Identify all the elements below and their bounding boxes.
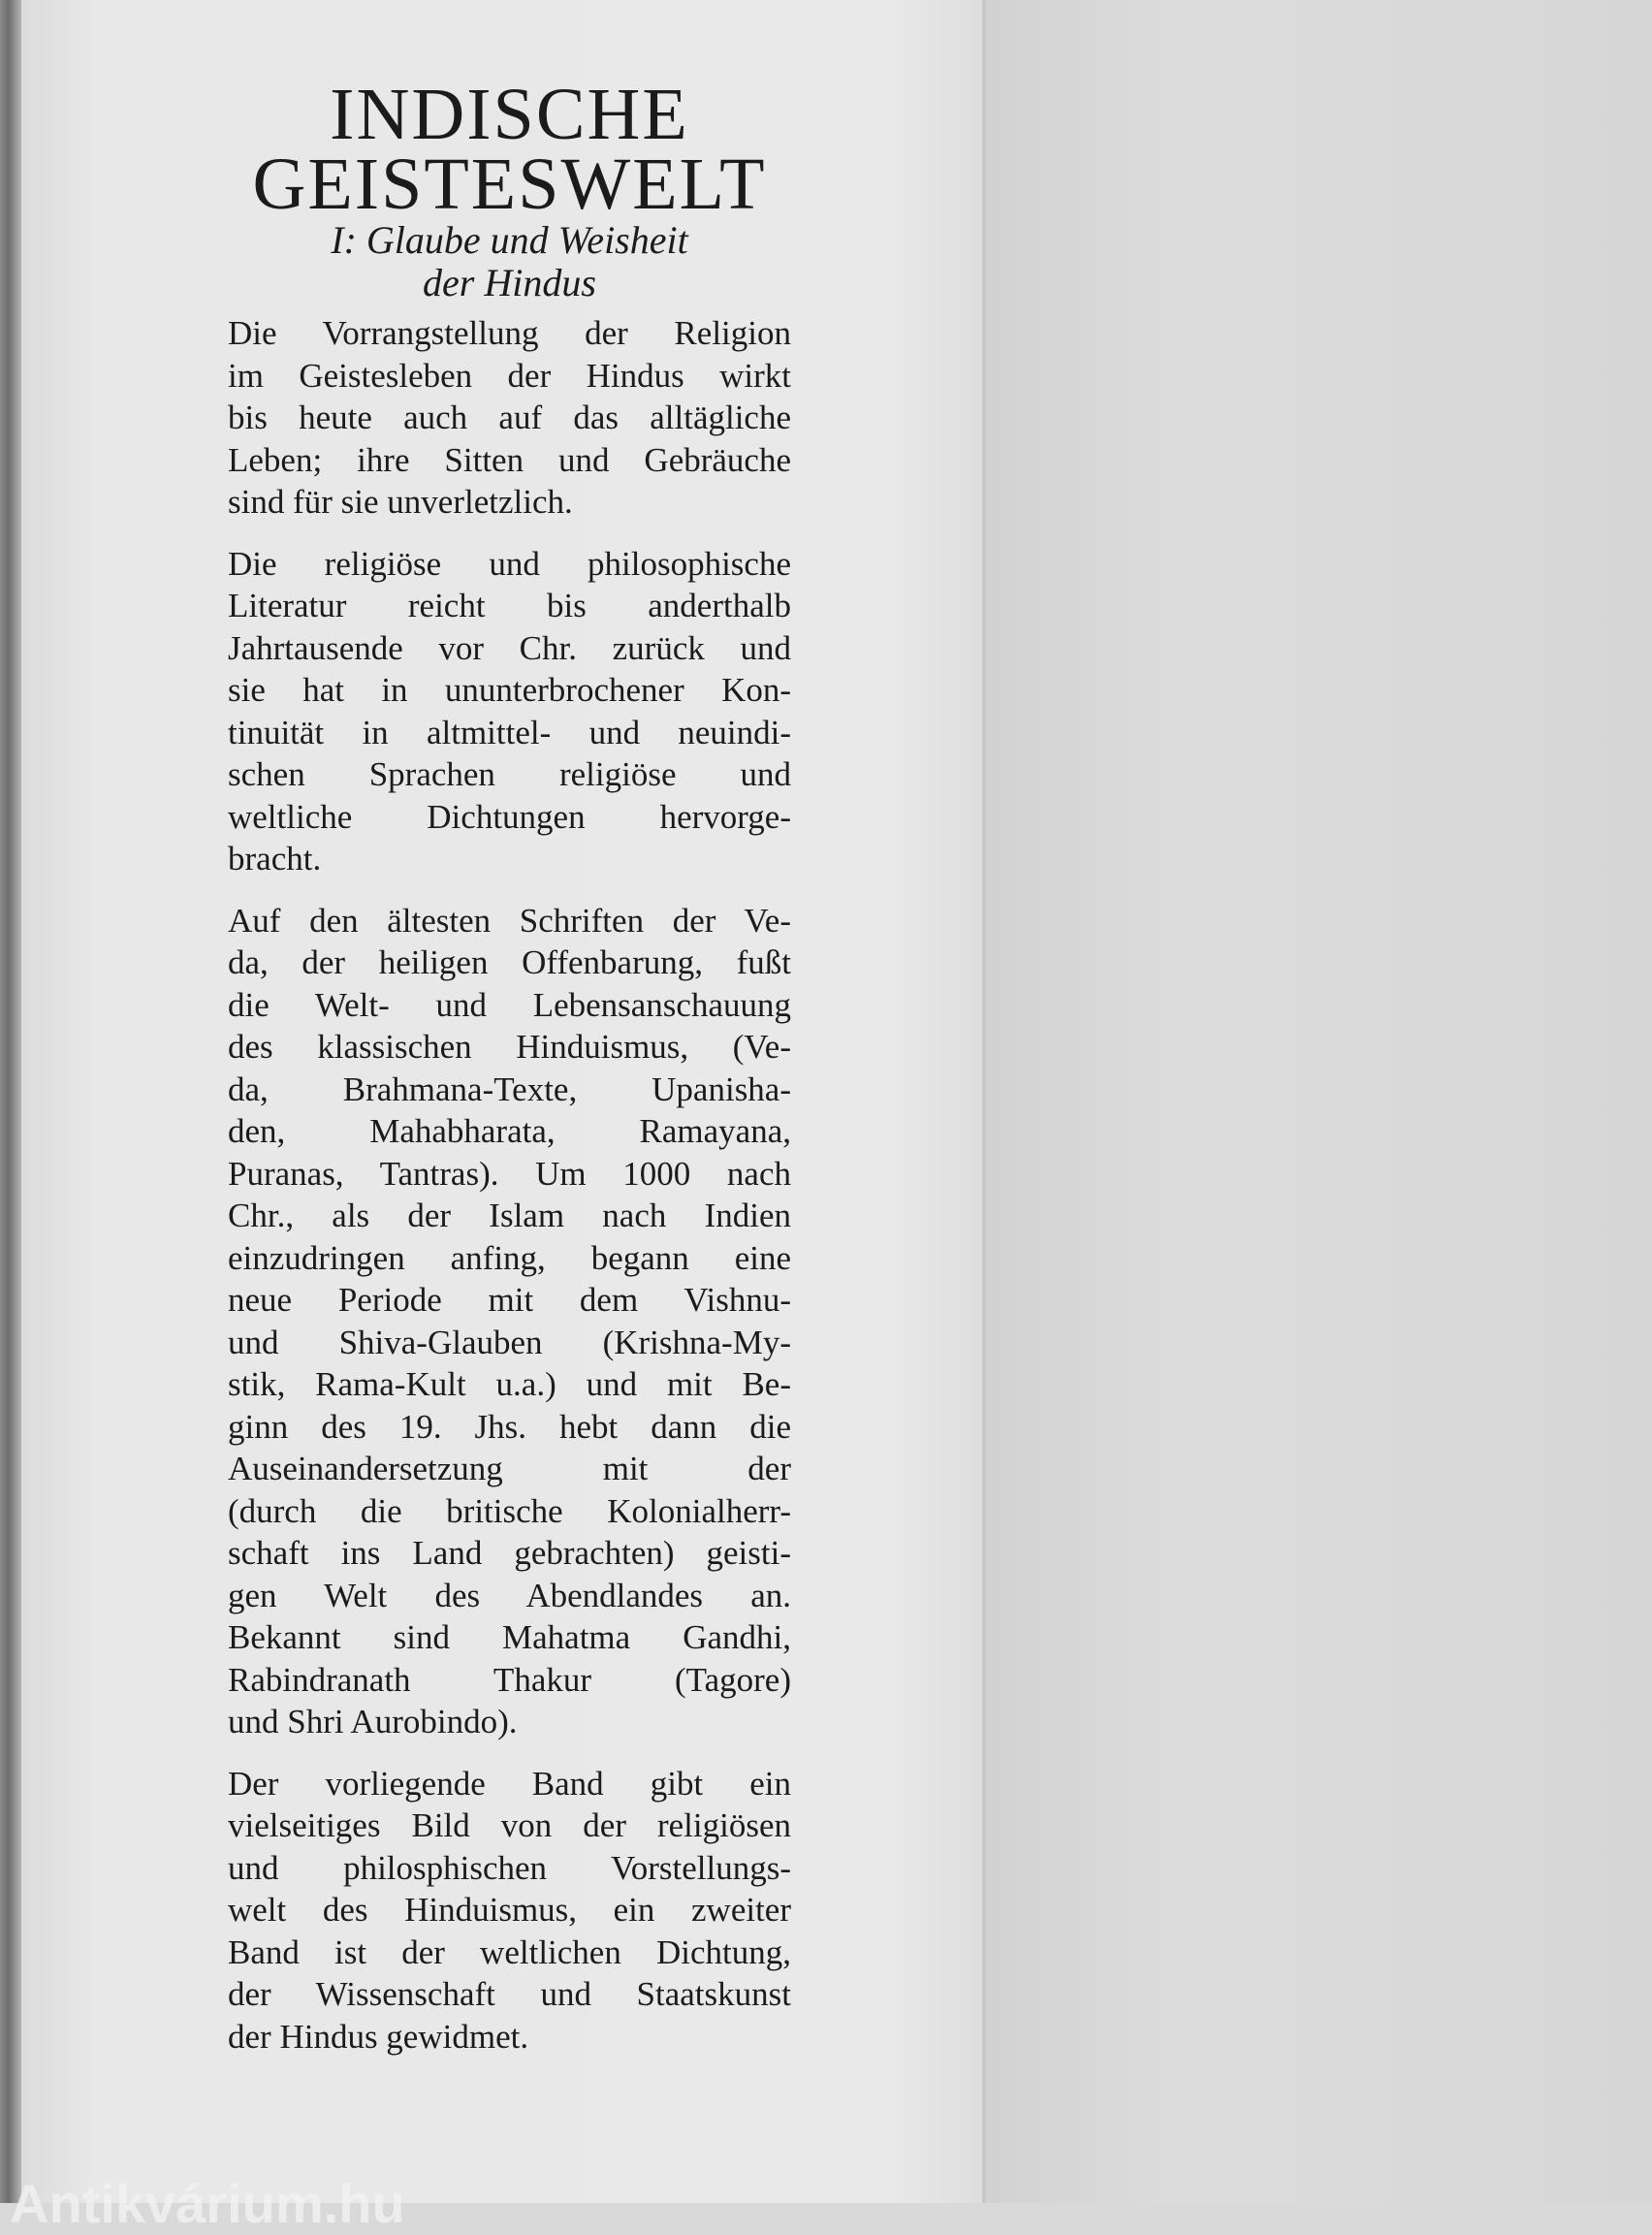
text-line: neue Periode mit dem Vishnu- xyxy=(228,1281,791,1319)
text-line: Puranas, Tantras). Um 1000 nach xyxy=(228,1154,791,1193)
subtitle-line: der Hindus xyxy=(423,261,596,304)
facing-page xyxy=(986,0,1652,2203)
text-line: tinuität in altmittel- und neuindi- xyxy=(228,713,791,751)
text-line: gen Welt des Abendlandes an. xyxy=(228,1576,791,1614)
text-line: (durch die britische Kolonialherr- xyxy=(228,1491,791,1530)
text-line: schaft ins Land gebrachten) geisti- xyxy=(228,1534,791,1572)
text-line: Auf den ältesten Schriften der Ve- xyxy=(228,901,791,940)
text-line: im Geistesleben der Hindus wirkt xyxy=(228,356,791,395)
text-line: Die Vorrangstellung der Religion xyxy=(228,314,791,352)
text-line: Literatur reicht bis anderthalb xyxy=(228,587,791,624)
book-subtitle xyxy=(228,219,791,304)
text-line: Band ist der weltlichen Dichtung, xyxy=(228,1932,791,1971)
text-line: ginn des 19. Jhs. hebt dann die xyxy=(228,1407,791,1446)
text-line: da, der heiligen Offenbarung, fußt xyxy=(228,943,791,981)
text-line: einzudringen anfing, begann eine xyxy=(228,1238,791,1277)
text-line: sie hat in ununterbrochener Kon- xyxy=(228,671,791,709)
text-line: und philosphischen Vorstellungs- xyxy=(228,1848,791,1887)
blurb-text xyxy=(228,312,791,2077)
text-line: und Shri Aurobindo). xyxy=(228,1703,518,1740)
text-line: weltliche Dichtungen hervorge- xyxy=(228,797,791,836)
paragraph xyxy=(228,1763,791,2059)
text-line: die Welt- und Lebensanschauung xyxy=(228,985,791,1024)
paragraph xyxy=(228,312,791,524)
text-line: Auseinandersetzung mit der xyxy=(228,1450,791,1487)
text-line: den, Mahabharata, Ramayana, xyxy=(228,1112,791,1150)
text-line: des klassischen Hinduismus, (Ve- xyxy=(228,1028,791,1066)
book-spine xyxy=(0,0,21,2203)
text-line: Chr., als der Islam nach Indien xyxy=(228,1197,791,1234)
text-line: Die religiöse und philosophische xyxy=(228,544,791,583)
text-line: und Shiva-Glauben (Krishna-My- xyxy=(228,1323,791,1361)
text-line: schen Sprachen religiöse und xyxy=(228,755,791,793)
paragraph xyxy=(228,543,791,880)
text-line: sind für sie unverletzlich. xyxy=(228,483,573,521)
text-line: der Hindus gewidmet. xyxy=(228,2017,529,2056)
text-line: bis heute auch auf das alltägliche xyxy=(228,399,791,436)
text-line: welt des Hinduismus, ein zweiter xyxy=(228,1891,791,1929)
text-line: Rabindranath Thakur (Tagore) xyxy=(228,1660,791,1699)
text-line: vielseitiges Bild von der religiösen xyxy=(228,1806,791,1844)
title-line: GEISTESWELT xyxy=(252,144,767,225)
text-line: Der vorliegende Band gibt ein xyxy=(228,1764,791,1803)
text-line: Bekannt sind Mahatma Gandhi, xyxy=(228,1618,791,1656)
book-title xyxy=(228,74,791,225)
paragraph xyxy=(228,900,791,1743)
title-line: INDISCHE xyxy=(330,74,689,155)
text-line: stik, Rama-Kult u.a.) und mit Be- xyxy=(228,1365,791,1403)
subtitle-line: I: Glaube und Weisheit xyxy=(331,218,688,262)
text-line: da, Brahmana-Texte, Upanisha- xyxy=(228,1070,791,1108)
watermark: Antikvárium.hu xyxy=(10,2173,405,2234)
text-line: bracht. xyxy=(228,840,322,878)
text-line: Leben; ihre Sitten und Gebräuche xyxy=(228,440,791,479)
text-line: der Wissenschaft und Staatskunst xyxy=(228,1975,791,2013)
text-line: Jahrtausende vor Chr. zurück und xyxy=(228,628,791,667)
